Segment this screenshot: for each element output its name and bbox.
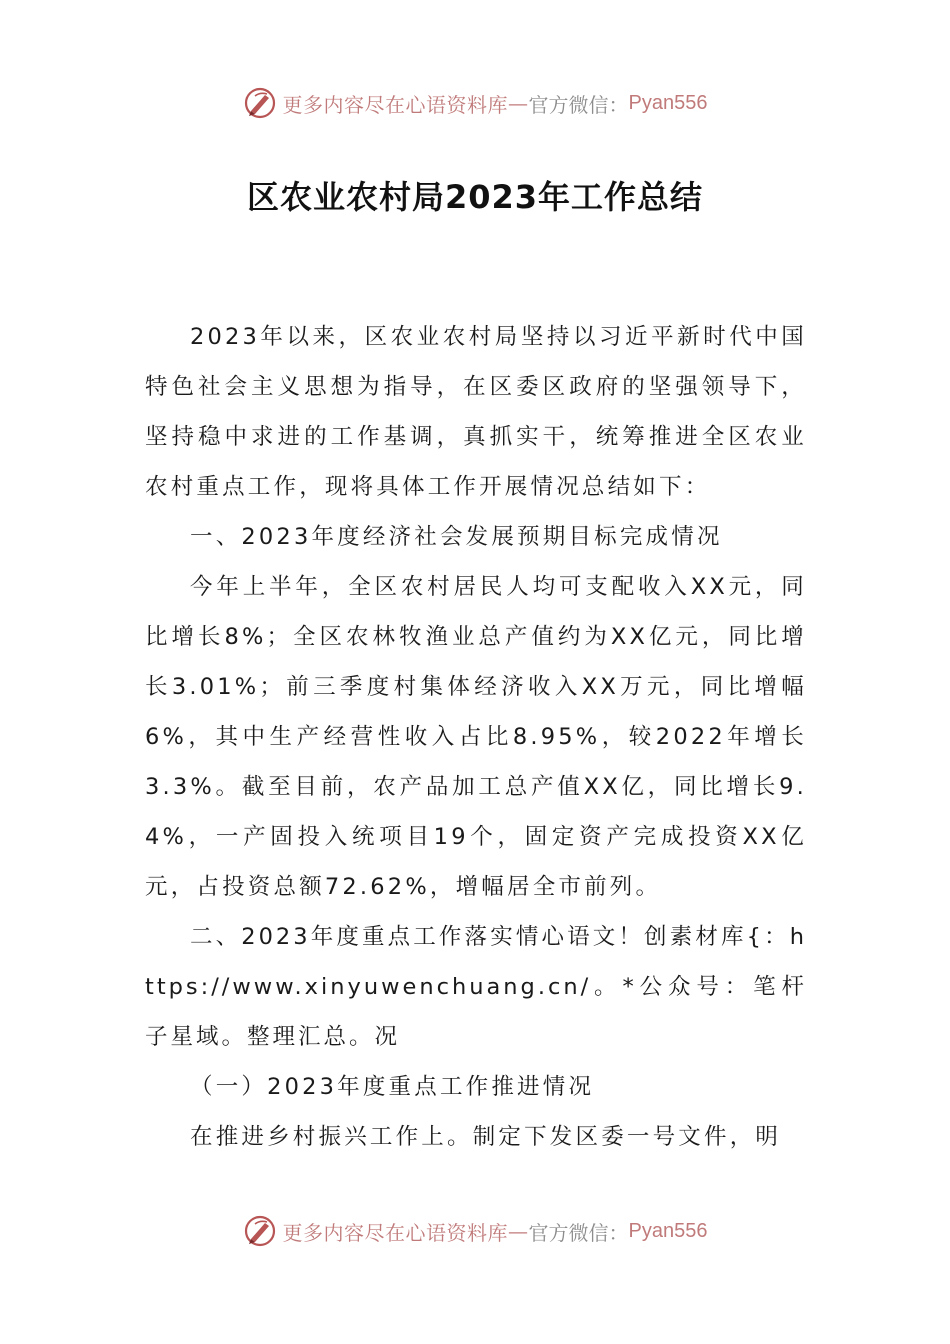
- pen-logo-icon: [243, 1214, 277, 1248]
- paragraph-rural-revitalization: 在推进乡村振兴工作上。制定下发区委一号文件，明: [190, 1124, 782, 1150]
- banner-separator: —: [508, 1219, 529, 1243]
- banner-slogan: 更多内容尽在心语资料库: [282, 92, 509, 117]
- section-heading-1: 一、2023年度经济社会发展预期目标完成情况: [190, 524, 723, 550]
- document-body: [145, 312, 807, 1162]
- pen-logo-icon: [243, 86, 277, 120]
- subsection-heading-1: （一）2023年度重点工作推进情况: [190, 1074, 595, 1100]
- document-title: 区农业农村局2023年工作总结: [246, 178, 704, 216]
- banner-wechat-id: Pyan556: [628, 91, 708, 114]
- footer-banner: [0, 1211, 950, 1251]
- banner-slogan: 更多内容尽在心语资料库: [282, 1220, 509, 1245]
- banner-wechat-id: Pyan556: [628, 1219, 708, 1242]
- header-banner: [0, 83, 950, 123]
- paragraph-economic-targets: 今年上半年，全区农村居民人均可支配收入XX元，同比增长8%；全区农林牧渔业总产值约为XX亿元，同比增长3.01%；前三季度村集体经济收入XX万元，同比增幅6%，其中生产经营性收入占比8.95%，较2022年增长3.3%。截至目前，农产品加工总产值XX亿，同比增长9.4%，一产固投入统项目19个，固定资产完成投资XX亿元，占投资总额72.62%，增幅居全市前列。: [145, 574, 807, 900]
- paragraph-intro: 2023年以来，区农业农村局坚持以习近平新时代中国特色社会主义思想为指导，在区委区政府的坚强领导下，坚持稳中求进的工作基调，真抓实干，统筹推进全区农业农村重点工作，现将具体工作开展情况总结如下：: [145, 324, 807, 500]
- banner-wechat-label: 官方微信：: [528, 92, 629, 117]
- section-heading-2: 二、2023年度重点工作落实情心语文！创素材库{：https://www.xinyuwenchuang.cn/。*公众号：笔杆子星域。整理汇总。况: [145, 924, 807, 1050]
- banner-wechat-label: 官方微信：: [528, 1220, 629, 1245]
- banner-separator: —: [508, 91, 529, 115]
